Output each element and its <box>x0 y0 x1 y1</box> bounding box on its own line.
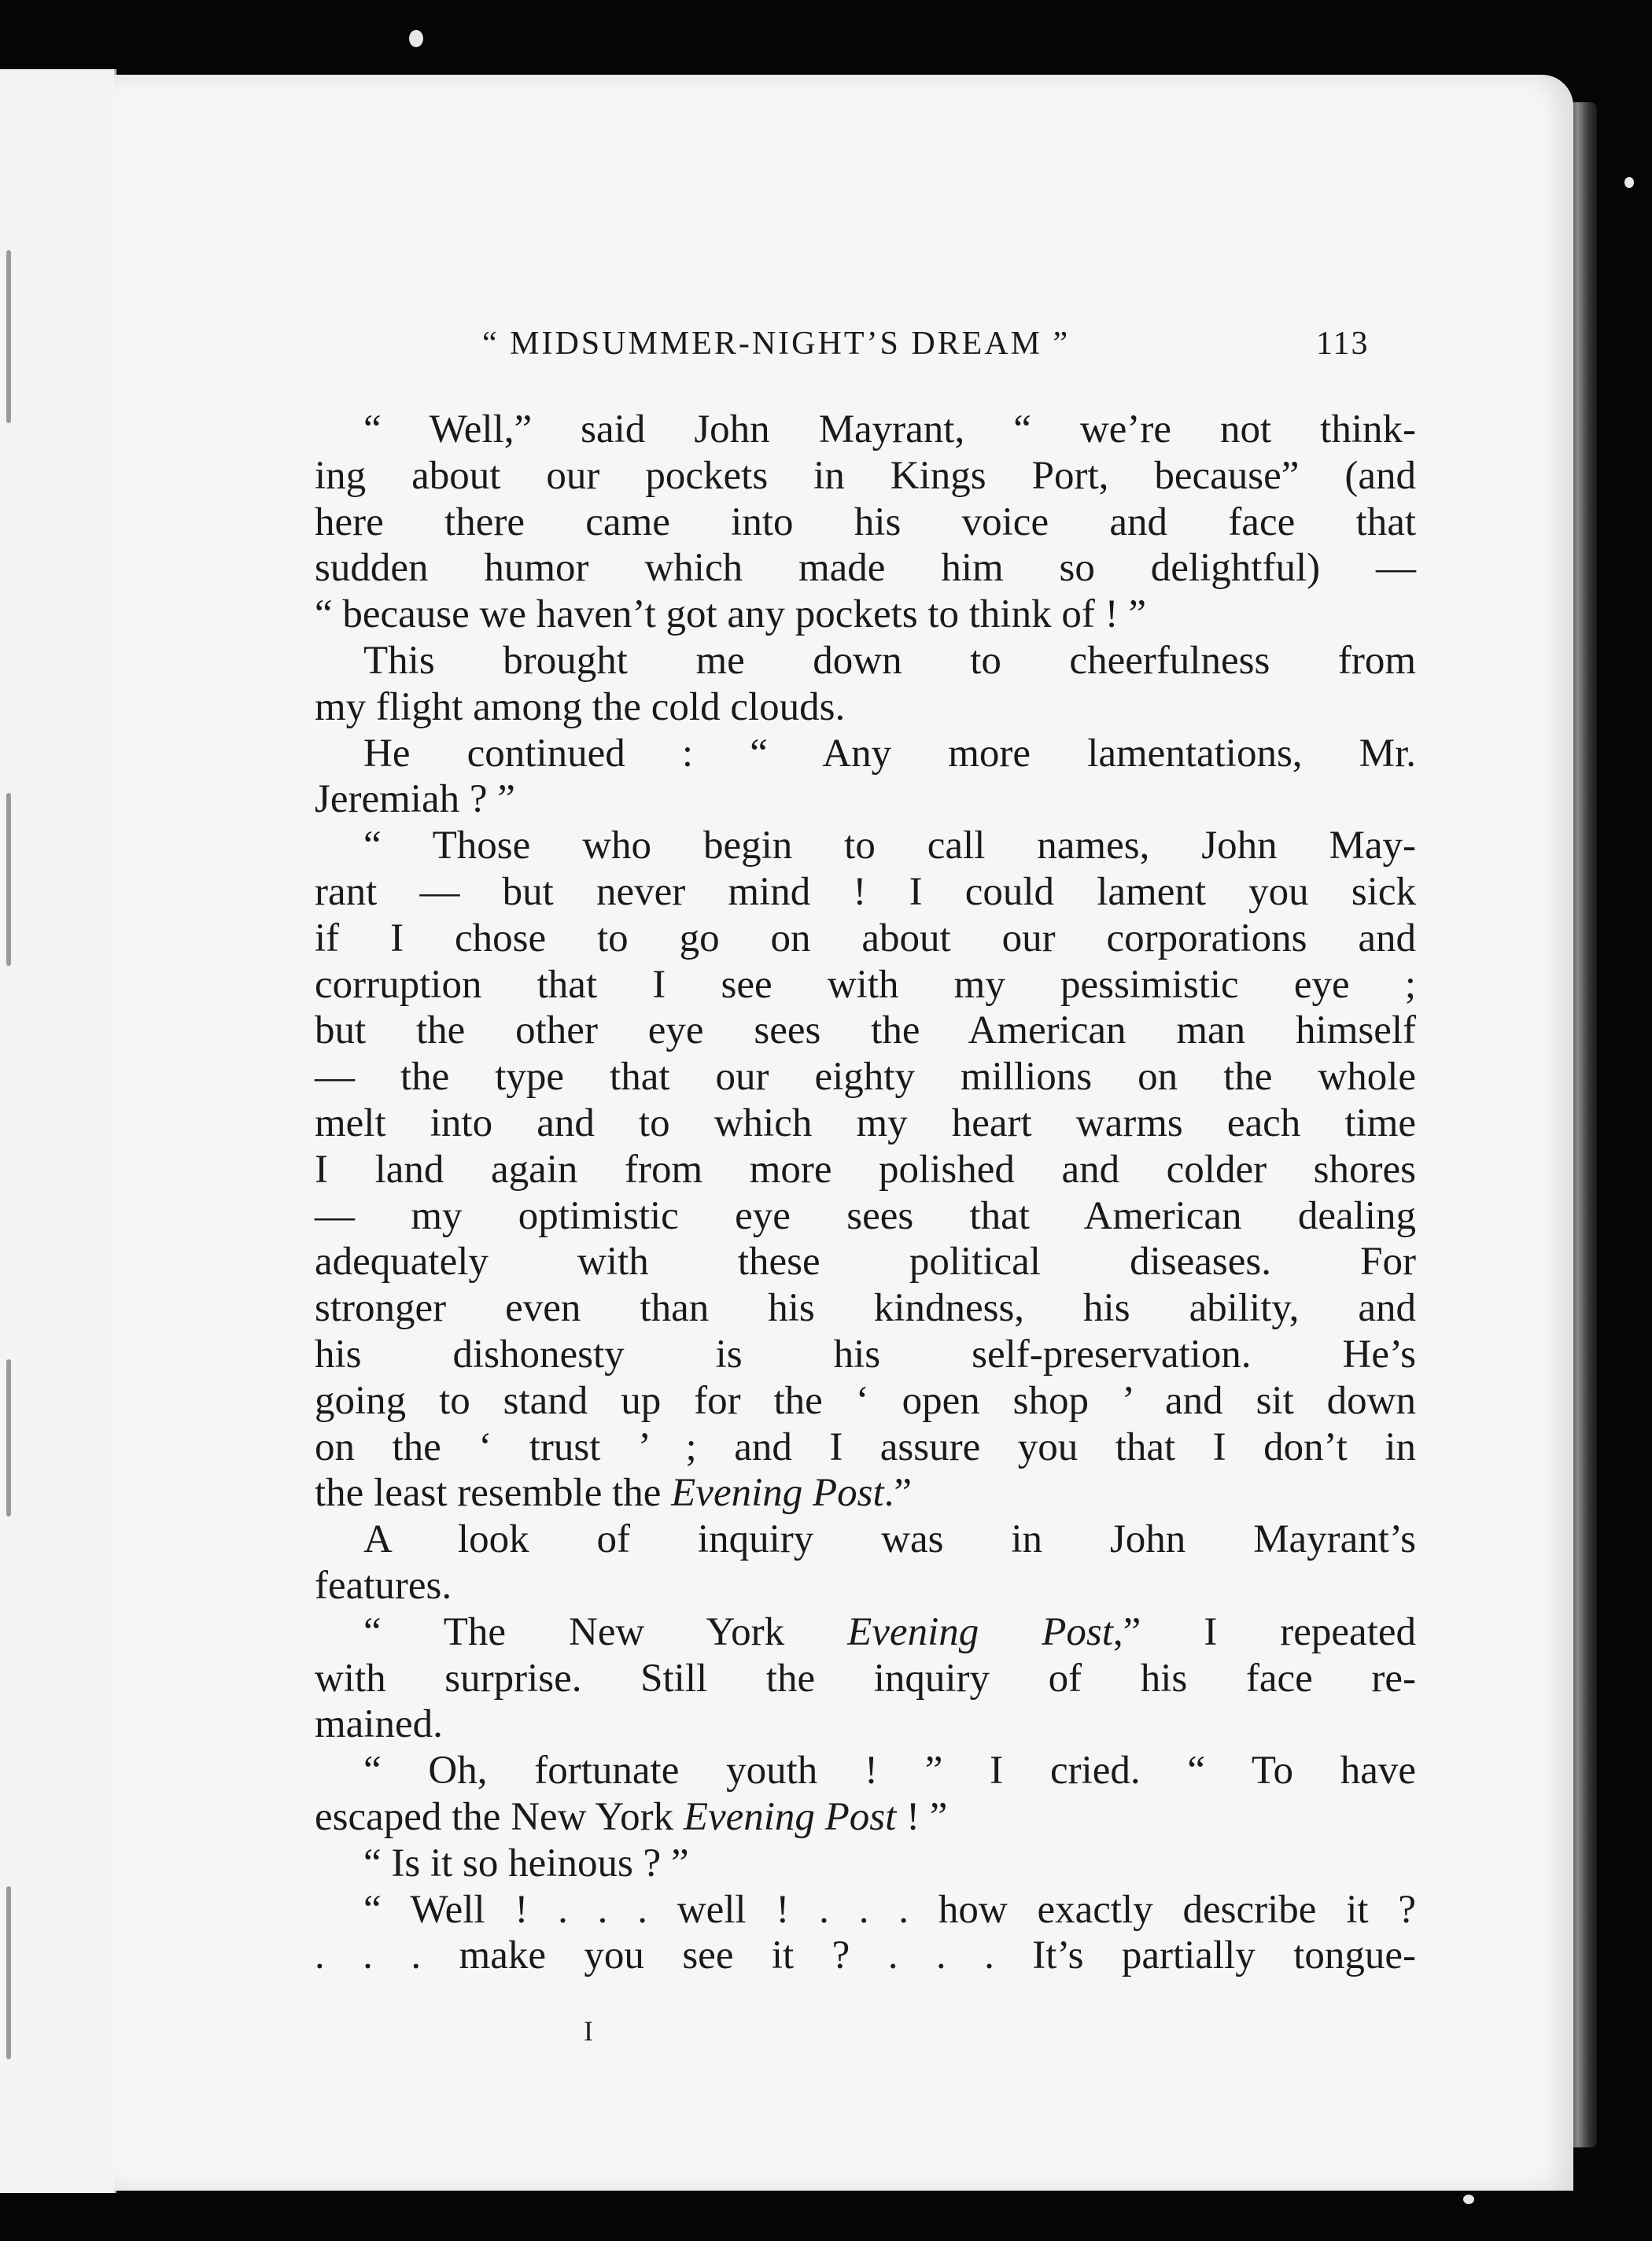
page-number: 113 <box>1316 326 1370 362</box>
facing-page-edge <box>0 69 116 2193</box>
text-line: I land again from more polished and colder shores <box>315 1147 1416 1192</box>
body-text <box>315 407 1416 1979</box>
text-line: features. <box>315 1563 452 1608</box>
text-line: stronger even than his kindness, his ability, and <box>315 1286 1416 1331</box>
text-line: if I chose to go on about our corporations and <box>315 916 1416 960</box>
text-line: the least resemble the Evening Post.” <box>315 1471 913 1516</box>
dust-speck <box>409 30 423 47</box>
text-line: with surprise. Still the inquiry of his face re- <box>315 1656 1416 1701</box>
dust-speck <box>1624 177 1634 188</box>
text-line: — my optimistic eye sees that American dealing <box>315 1193 1416 1238</box>
text-line: “ Those who begin to call names, John May- <box>363 824 1416 868</box>
text-line: “ because we haven’t got any pockets to think of ! ” <box>315 592 1146 637</box>
dust-speck <box>1463 2195 1474 2204</box>
signature-mark: I <box>584 2015 593 2047</box>
binding-stitch <box>6 250 11 423</box>
text-line: “ Is it so heinous ? ” <box>363 1841 689 1885</box>
text-line: “ Well ! . . . well ! . . . how exactly describe it ? <box>363 1887 1416 1932</box>
running-head: “ MIDSUMMER-NIGHT’S DREAM ” <box>482 326 1071 362</box>
text-line: rant — but never mind ! I could lament you sick <box>315 869 1416 914</box>
page-header <box>114 325 1573 380</box>
text-line: escaped the New York Evening Post ! ” <box>315 1794 948 1839</box>
binding-stitch <box>6 793 11 966</box>
book-page <box>114 75 1573 2191</box>
text-line: going to stand up for the ‘ open shop ’ and sit down <box>315 1378 1416 1423</box>
text-line: his dishonesty is his self-preservation. He’s <box>315 1332 1416 1377</box>
text-line: “ The New York Evening Post,” I repeated <box>363 1609 1416 1654</box>
binding-stitch <box>6 1886 11 2059</box>
text-line: sudden humor which made him so delightful) — <box>315 546 1416 591</box>
text-line: — the type that our eighty millions on the whole <box>315 1055 1416 1100</box>
text-line: “ Oh, fortunate youth ! ” I cried. “ To have <box>363 1749 1416 1793</box>
text-line: melt into and to which my heart warms each time <box>315 1100 1416 1145</box>
text-line: . . . make you see it ? . . . It’s partially tongue- <box>315 1933 1416 1978</box>
text-line: corruption that I see with my pessimistic eye ; <box>315 962 1416 1007</box>
text-line: but the other eye sees the American man himself <box>315 1008 1416 1053</box>
text-line: Jeremiah ? ” <box>315 777 515 822</box>
text-line: my flight among the cold clouds. <box>315 684 846 729</box>
text-line: here there came into his voice and face that <box>315 499 1416 544</box>
text-line: He continued : “ Any more lamentations, Mr. <box>363 731 1416 776</box>
text-line: mained. <box>315 1702 443 1747</box>
text-line: A look of inquiry was in John Mayrant’s <box>363 1517 1416 1562</box>
text-line: This brought me down to cheerfulness from <box>363 638 1416 683</box>
text-line: on the ‘ trust ’ ; and I assure you that I don’t in <box>315 1425 1416 1469</box>
text-line: adequately with these political diseases. For <box>315 1240 1416 1285</box>
text-line: “ Well,” said John Mayrant, “ we’re not think- <box>363 407 1416 452</box>
binding-stitch <box>6 1359 11 1517</box>
text-line: ing about our pockets in Kings Port, because” (and <box>315 453 1416 498</box>
